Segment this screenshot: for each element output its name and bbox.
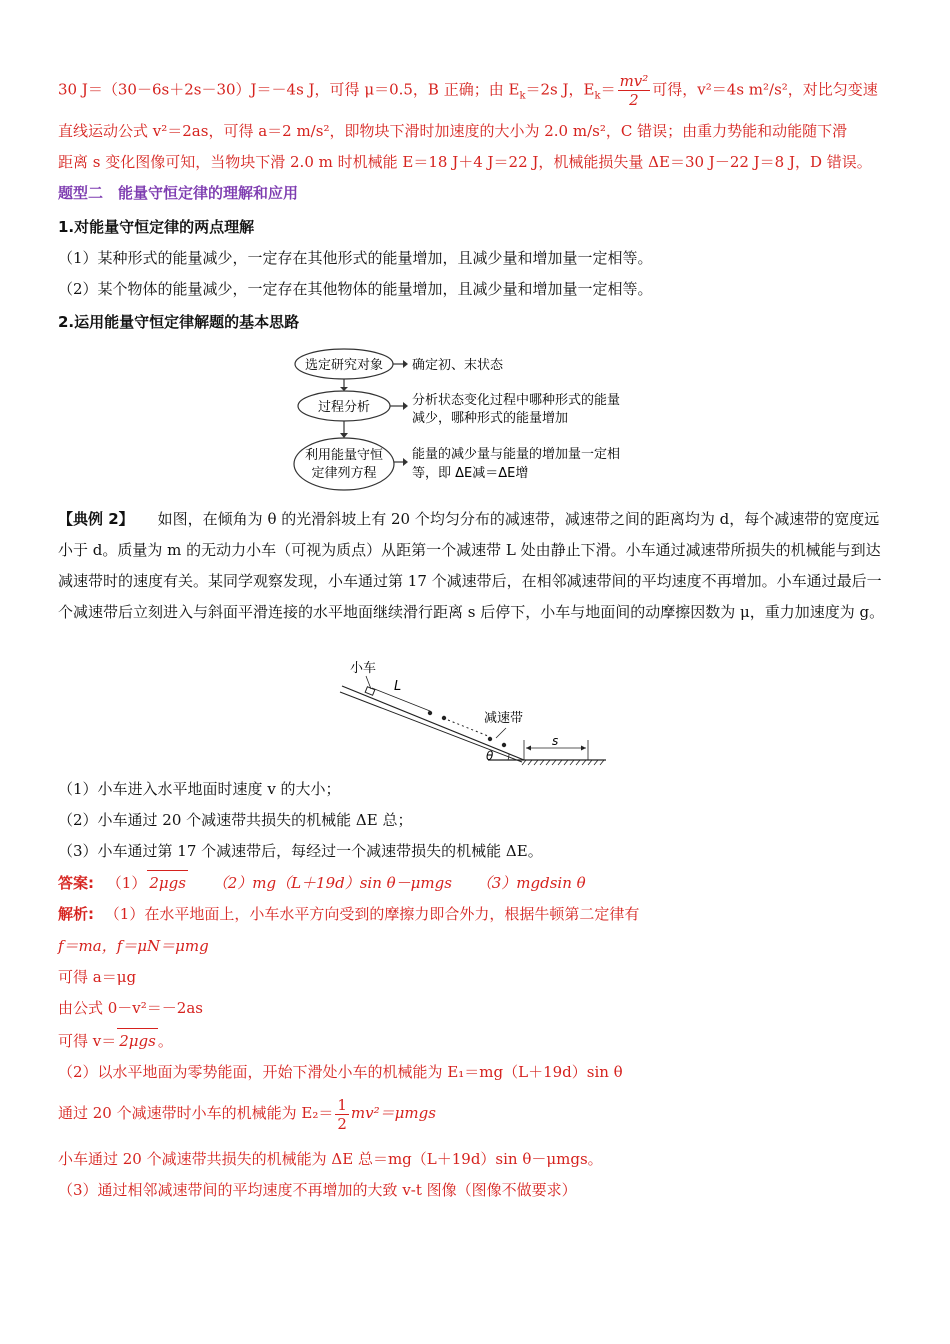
question-3: （3）小车通过第 17 个减速带后，每经过一个减速带损失的机械能 ΔE。 — [58, 842, 543, 860]
flow-box-2-label: 过程分析 — [317, 400, 371, 415]
subscript: k — [519, 90, 526, 102]
slope-bottom-edge — [340, 692, 522, 762]
solution-step-7-end: mv²＝μmgs — [350, 1104, 436, 1122]
heading-1: 1.对能量守恒定律的两点理解 — [58, 218, 255, 236]
text-seg: ＝2s J，E — [525, 80, 595, 99]
fraction-denominator: 2 — [629, 91, 639, 109]
answer-line — [58, 870, 910, 895]
subscript: k — [594, 90, 601, 102]
fraction-numerator: mv² — [619, 72, 649, 90]
flow-arrowhead — [403, 402, 408, 410]
car-label: 小车 — [350, 661, 377, 676]
section-title: 题型二 能量守恒定律的理解和应用 — [58, 184, 299, 202]
bumps-dashed — [448, 720, 488, 736]
solution-line-2: 直线运动公式 v²＝2as，可得 a＝2 m/s²，即物块下滑时加速度的大小为 2.0 m/s²，C 错误；由重力势能和动能随下滑 — [58, 122, 848, 140]
question-2: （2）小车通过 20 个减速带共损失的机械能 ΔE 总； — [58, 811, 413, 829]
flow-box-3-label-b: 定律列方程 — [311, 466, 377, 481]
solution-step-5-text: 可得 v＝ — [58, 1032, 117, 1050]
heading-2: 2.运用能量守恒定律解题的基本思路 — [58, 313, 300, 331]
flow-arrowhead — [340, 433, 348, 438]
flow-box-3-label-a: 利用能量守恒 — [304, 448, 384, 463]
answer-1-prefix: （1） — [106, 874, 147, 892]
incline-figure — [338, 656, 610, 768]
fraction-mv2-over-2 — [618, 72, 651, 109]
flow-arrowhead — [340, 387, 348, 391]
solution-step-4: 由公式 0－v²＝－2as — [58, 999, 203, 1017]
answer-3: （3）mgdsin θ — [476, 874, 586, 892]
solution-step-5-end: 。 — [157, 1032, 173, 1050]
solution-step-6: （2）以水平地面为零势能面，开始下滑处小车的机械能为 E₁＝mg（L＋19d）sin θ — [58, 1063, 623, 1081]
example-text: 如图，在倾角为 θ 的光滑斜坡上有 20 个均匀分布的减速带，减速带之间的距离均为 d，每个减速带的宽度远小于 d。质量为 m 的无动力小车（可视为质点）从距第一个减速带 L 处由静止下滑。小车通过减速带所损失的机械能与到达减速带时的速度有关。某同学观察发现，小车通过第 17 个减速带后，在相邻减速带间的平均速度不再增加。小车通过最后一个减速带后立刻进入与斜面平滑连接的水平地面继续滑行距离 s 后停下，小车与地面间的动摩擦因数为 μ，重力加速度为 g。 — [58, 510, 885, 621]
s-arrowhead-right — [581, 746, 586, 751]
answer-2: （2）mg（L＋19d）sin θ－μmgs — [212, 874, 452, 892]
solution-label: 解析: — [58, 905, 94, 923]
point-2: （2）某个物体的能量减少，一定存在其他物体的能量增加，且减少量和增加量一定相等。 — [58, 280, 653, 298]
belt-leader-line — [496, 728, 506, 738]
belt-label: 减速带 — [484, 711, 524, 726]
L-label: L — [394, 679, 402, 694]
flow-box-3 — [294, 438, 394, 490]
text-seg: 30 J＝（30－6s＋2s－30）J＝－4s J，可得 μ＝0.5，B 正确；由 E — [58, 80, 520, 99]
speed-bump — [442, 716, 446, 720]
point-1: （1）某种形式的能量减少，一定存在其他形式的能量增加，且减少量和增加量一定相等。 — [58, 249, 653, 267]
flow-text-3a: 能量的减少量与能量的增加量一定相 — [412, 447, 621, 462]
speed-bump — [502, 743, 506, 747]
flow-text-2a: 分析状态变化过程中哪种形式的能量 — [412, 393, 621, 408]
example-label: 【典例 2】 — [58, 510, 134, 528]
solution-step-7 — [58, 1095, 910, 1133]
text-seg: 可得，v²＝4s m²/s²，对比匀变速 — [652, 80, 878, 99]
flow-box-1-label: 选定研究对象 — [304, 358, 384, 373]
flow-text-3b: 等，即 ΔE减＝ΔE增 — [412, 466, 529, 481]
text-seg: ＝ — [600, 80, 616, 99]
question-1: （1）小车进入水平地面时速度 v 的大小； — [58, 780, 341, 798]
answer-1-root: 2μgs — [147, 870, 188, 895]
solution-line-1 — [58, 72, 910, 112]
solution-step-5 — [58, 1028, 910, 1053]
solution-step-2: f＝ma，f＝μN＝μmg — [58, 937, 209, 955]
solution-step-1-text: （1）在水平地面上，小车水平方向受到的摩擦力即合外力，根据牛顿第二定律有 — [104, 905, 640, 923]
flow-arrowhead — [403, 458, 408, 466]
example-paragraph — [58, 504, 894, 628]
solution-step-9: （3）通过相邻减速带间的平均速度不再增加的大致 v-t 图像（图像不做要求） — [58, 1181, 577, 1199]
solution-step-8: 小车通过 20 个减速带共损失的机械能为 ΔE 总＝mg（L＋19d）sin θ－μmgs。 — [58, 1150, 603, 1168]
flow-text-2b: 减少，哪种形式的能量增加 — [412, 411, 569, 426]
fraction-denominator: 2 — [337, 1114, 347, 1133]
solution-step-1 — [58, 902, 910, 926]
solution-step-3: 可得 a＝μg — [58, 968, 137, 986]
solution-step-5-root: 2μgs — [117, 1028, 158, 1053]
solution-step-7-text: 通过 20 个减速带时小车的机械能为 E₂＝ — [58, 1104, 334, 1122]
s-arrowhead-left — [526, 746, 531, 751]
s-label: s — [552, 734, 559, 748]
flow-arrowhead — [403, 360, 408, 368]
answer-label: 答案: — [58, 874, 94, 892]
solution-line-3: 距离 s 变化图像可知，当物块下滑 2.0 m 时机械能 E＝18 J＋4 J＝22 J，机械能损失量 ΔE＝30 J－22 J＝8 J，D 错误。 — [58, 153, 872, 171]
ground-hatching — [522, 760, 604, 765]
speed-bump — [488, 737, 492, 741]
flow-diagram — [292, 344, 672, 492]
fraction-numerator: 1 — [337, 1095, 347, 1114]
speed-bump — [428, 711, 432, 715]
fraction-one-half — [335, 1096, 349, 1133]
car-body — [365, 687, 375, 696]
theta-label: θ — [486, 749, 494, 763]
flow-text-1: 确定初、末状态 — [412, 358, 504, 373]
